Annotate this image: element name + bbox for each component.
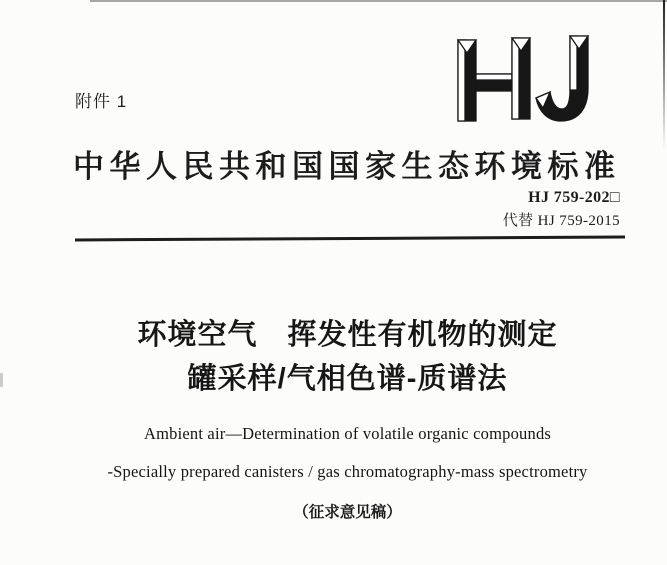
- title-en-line1: Ambient air—Determination of volatile organic compounds: [143, 424, 552, 443]
- scan-artifact-left-speck: [0, 373, 3, 387]
- hj-logo-graphic: [452, 24, 596, 124]
- scan-artifact-top-edge: [90, 0, 667, 2]
- title-cn-line1: 环境空气 挥发性有机物的测定: [137, 319, 558, 351]
- standard-number-block: [503, 186, 620, 233]
- draft-note: （征求意见稿）: [293, 504, 402, 521]
- title-en-line2: -Specially prepared canisters / gas chromatography-mass spectrometry: [107, 462, 588, 481]
- scan-artifact-right-edge: [663, 0, 665, 150]
- header-divider-rule: [75, 236, 625, 242]
- attachment-label: 附件 1: [75, 92, 128, 111]
- title-cn-line2: 罐采样/气相色谱-质谱法: [187, 363, 508, 395]
- standard-code: HJ 759-202□: [528, 189, 620, 206]
- replaces-note: 代替 HJ 759-2015: [502, 213, 620, 230]
- national-standard-heading: 中华人民共和国国家生态环境标准: [73, 149, 621, 184]
- hj-logo-icon: [452, 24, 596, 124]
